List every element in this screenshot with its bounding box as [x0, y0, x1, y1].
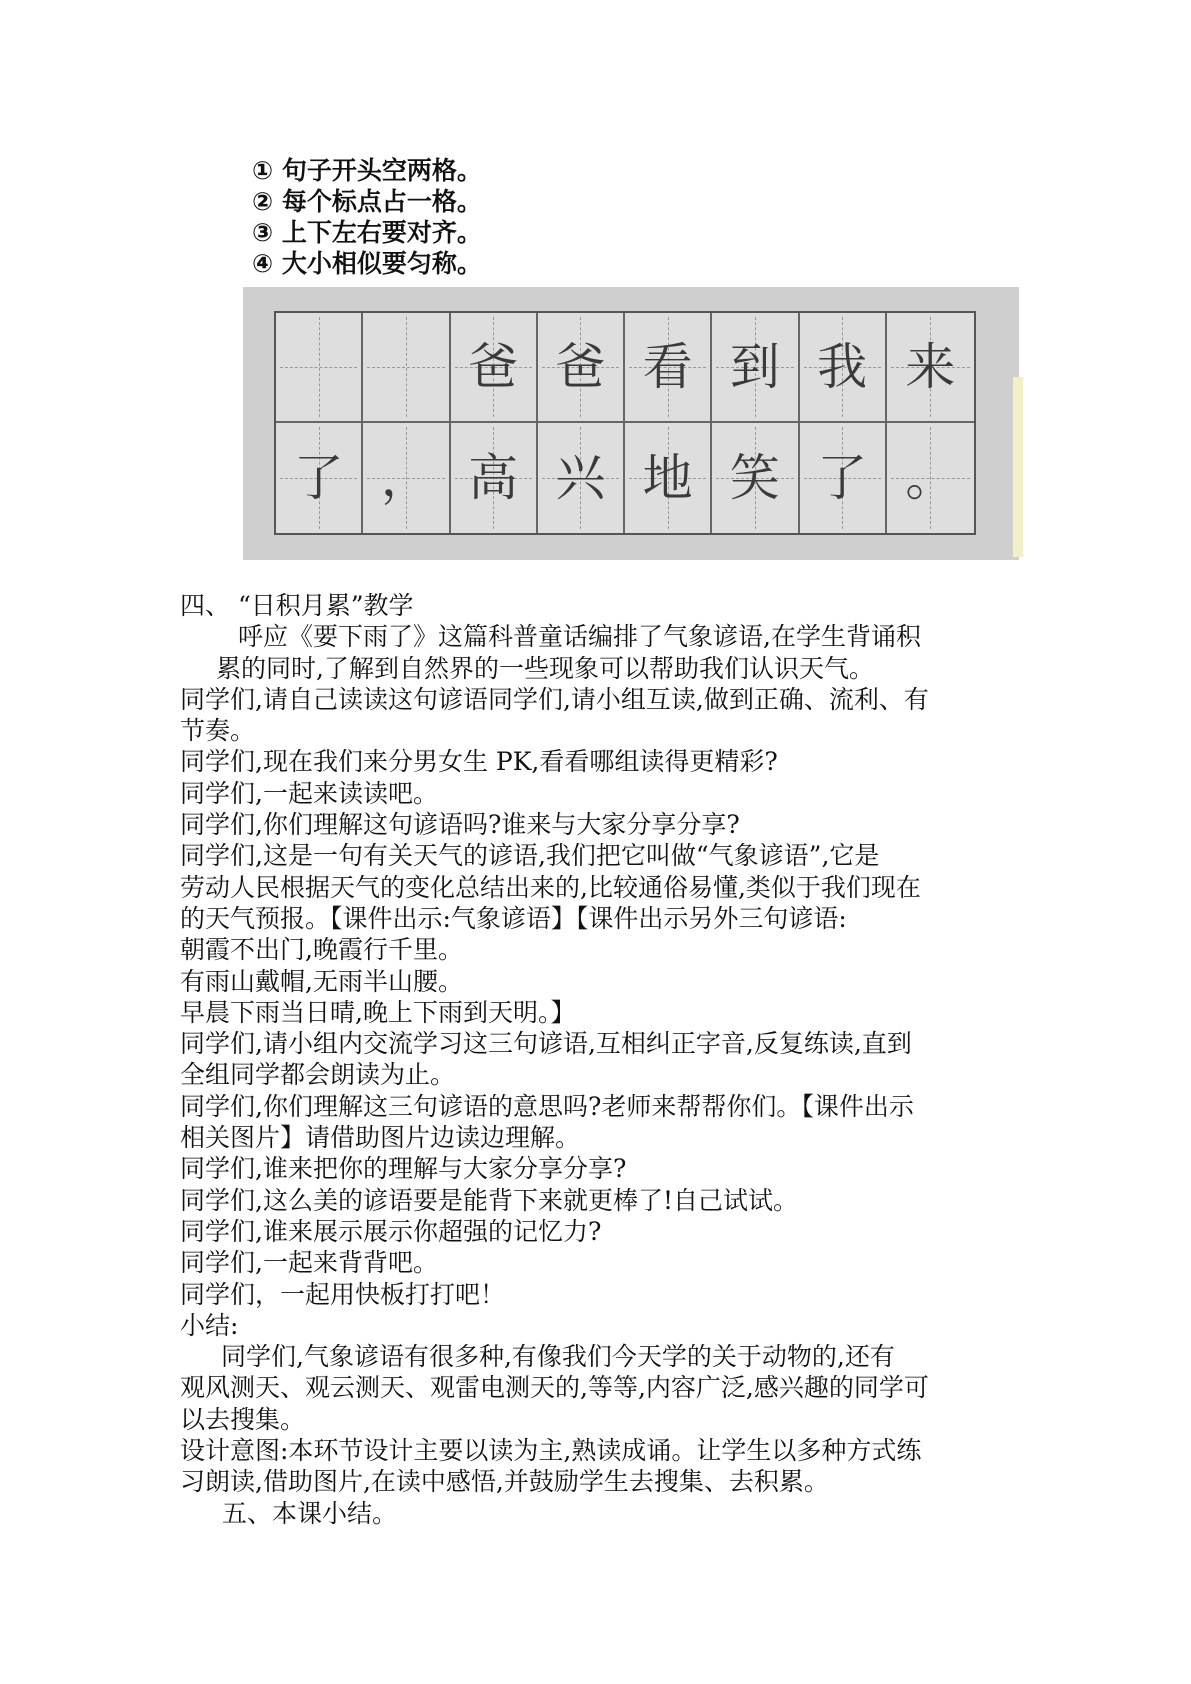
grid-cell — [712, 313, 799, 423]
grid-cell — [538, 313, 625, 423]
body-line: 同学们,一起来背背吧。 — [180, 1248, 438, 1278]
grid-cell — [451, 313, 538, 423]
grid-cell — [276, 313, 363, 423]
body-line: 同学们,你们理解这句谚语吗?谁来与大家分享分享? — [180, 810, 740, 840]
grid-char: 我 — [817, 338, 868, 396]
grid-char: 地 — [642, 449, 693, 507]
grid-cell — [800, 423, 887, 533]
handwriting-grid-photo — [243, 287, 1019, 560]
section-heading: 四、 “日积月累”教学 — [180, 591, 414, 620]
writing-rules-list — [252, 155, 482, 279]
rule-item: ④ 大小相似要匀称。 — [252, 249, 482, 278]
body-line: 同学们,请小组内交流学习这三句谚语,互相纠正字音,反复练读,直到 — [180, 1029, 912, 1059]
grid-char: 了 — [293, 449, 344, 507]
grid-char: 爸 — [555, 338, 606, 396]
intro-paragraph-line: 累的同时,了解到自然界的一些现象可以帮助我们认识天气。 — [216, 653, 874, 683]
rule-item: ① 句子开头空两格。 — [252, 156, 482, 185]
grid-cell — [276, 423, 363, 533]
rule-item: ② 每个标点占一格。 — [252, 187, 482, 216]
photo-edge — [1013, 377, 1023, 557]
body-line: 全组同学都会朗读为止。 — [180, 1060, 456, 1090]
body-line: 节奏。 — [180, 716, 256, 746]
proverb-line: 有雨山戴帽,无雨半山腰。 — [180, 966, 463, 996]
proverb-line: 早晨下雨当日晴,晚上下雨到天明。】 — [180, 997, 576, 1027]
grid-char: 来 — [905, 338, 956, 396]
grid-char: 看 — [642, 338, 693, 396]
body-line: 劳动人民根据天气的变化总结出来的,比较通俗易懂,类似于我们现在 — [180, 872, 921, 902]
body-line: 同学们,现在我们来分男女生 PK,看看哪组读得更精彩? — [180, 747, 778, 777]
grid-char: 到 — [729, 338, 780, 396]
grid-cell — [887, 313, 974, 423]
body-line: 同学们,请自己读读这句谚语同学们,请小组互读,做到正确、流利、有 — [180, 684, 929, 714]
design-intent-line: 设计意图:本环节设计主要以读为主,熟读成诵。让学生以多种方式练 — [180, 1436, 922, 1466]
body-line: 同学们,这么美的谚语要是能背下来就更棒了!自己试试。 — [180, 1185, 798, 1215]
grid-cell — [363, 423, 450, 533]
body-line: 同学们，一起用快板打打吧！ — [180, 1279, 506, 1309]
body-line: 同学们,谁来把你的理解与大家分享分享? — [180, 1154, 627, 1184]
summary-label: 小结: — [180, 1310, 239, 1340]
body-line: 同学们,这是一句有关天气的谚语,我们把它叫做“气象谚语”,它是 — [180, 841, 880, 871]
grid-char: ， — [380, 449, 431, 507]
design-intent-line: 习朗读,借助图片,在读中感悟,并鼓励学生去搜集、去积累。 — [180, 1467, 829, 1497]
grid-char: 。 — [905, 449, 956, 507]
grid-char: 爸 — [468, 338, 519, 396]
grid-cell — [625, 423, 712, 533]
grid-cell — [625, 313, 712, 423]
body-line: 的天气预报。【课件出示:气象谚语】【课件出示另外三句谚语: — [180, 903, 847, 933]
intro-paragraph-line: 呼应《要下雨了》这篇科普童话编排了气象谚语,在学生背诵积 — [238, 622, 921, 652]
rule-item: ③ 上下左右要对齐。 — [252, 218, 482, 247]
summary-line: 同学们,气象谚语有很多种,有像我们今天学的关于动物的,还有 — [221, 1342, 895, 1372]
body-line: 同学们,一起来读读吧。 — [180, 778, 438, 808]
grid-char: 高 — [468, 449, 519, 507]
body-line: 同学们,谁来展示展示你超强的记忆力? — [180, 1216, 602, 1246]
grid-cell — [712, 423, 799, 533]
grid-cell — [363, 313, 450, 423]
grid-char: 兴 — [555, 449, 606, 507]
writing-grid-paper — [274, 311, 976, 535]
grid-char: 了 — [817, 449, 868, 507]
body-line: 相关图片】请借助图片边读边理解。 — [180, 1123, 581, 1153]
section-heading: 五、本课小结。 — [222, 1498, 398, 1528]
summary-line: 以去搜集。 — [180, 1404, 306, 1434]
body-line: 同学们,你们理解这三句谚语的意思吗?老师来帮帮你们。【课件出示 — [180, 1091, 914, 1121]
proverb-line: 朝霞不出门,晚霞行千里。 — [180, 935, 463, 965]
grid-cell — [451, 423, 538, 533]
summary-line: 观风测天、观云测天、观雷电测天的,等等,内容广泛,感兴趣的同学可 — [180, 1373, 929, 1403]
body-text — [180, 590, 1010, 1529]
grid-cell — [887, 423, 974, 533]
grid-cell — [538, 423, 625, 533]
grid-char: 笑 — [729, 449, 780, 507]
grid-cell — [800, 313, 887, 423]
